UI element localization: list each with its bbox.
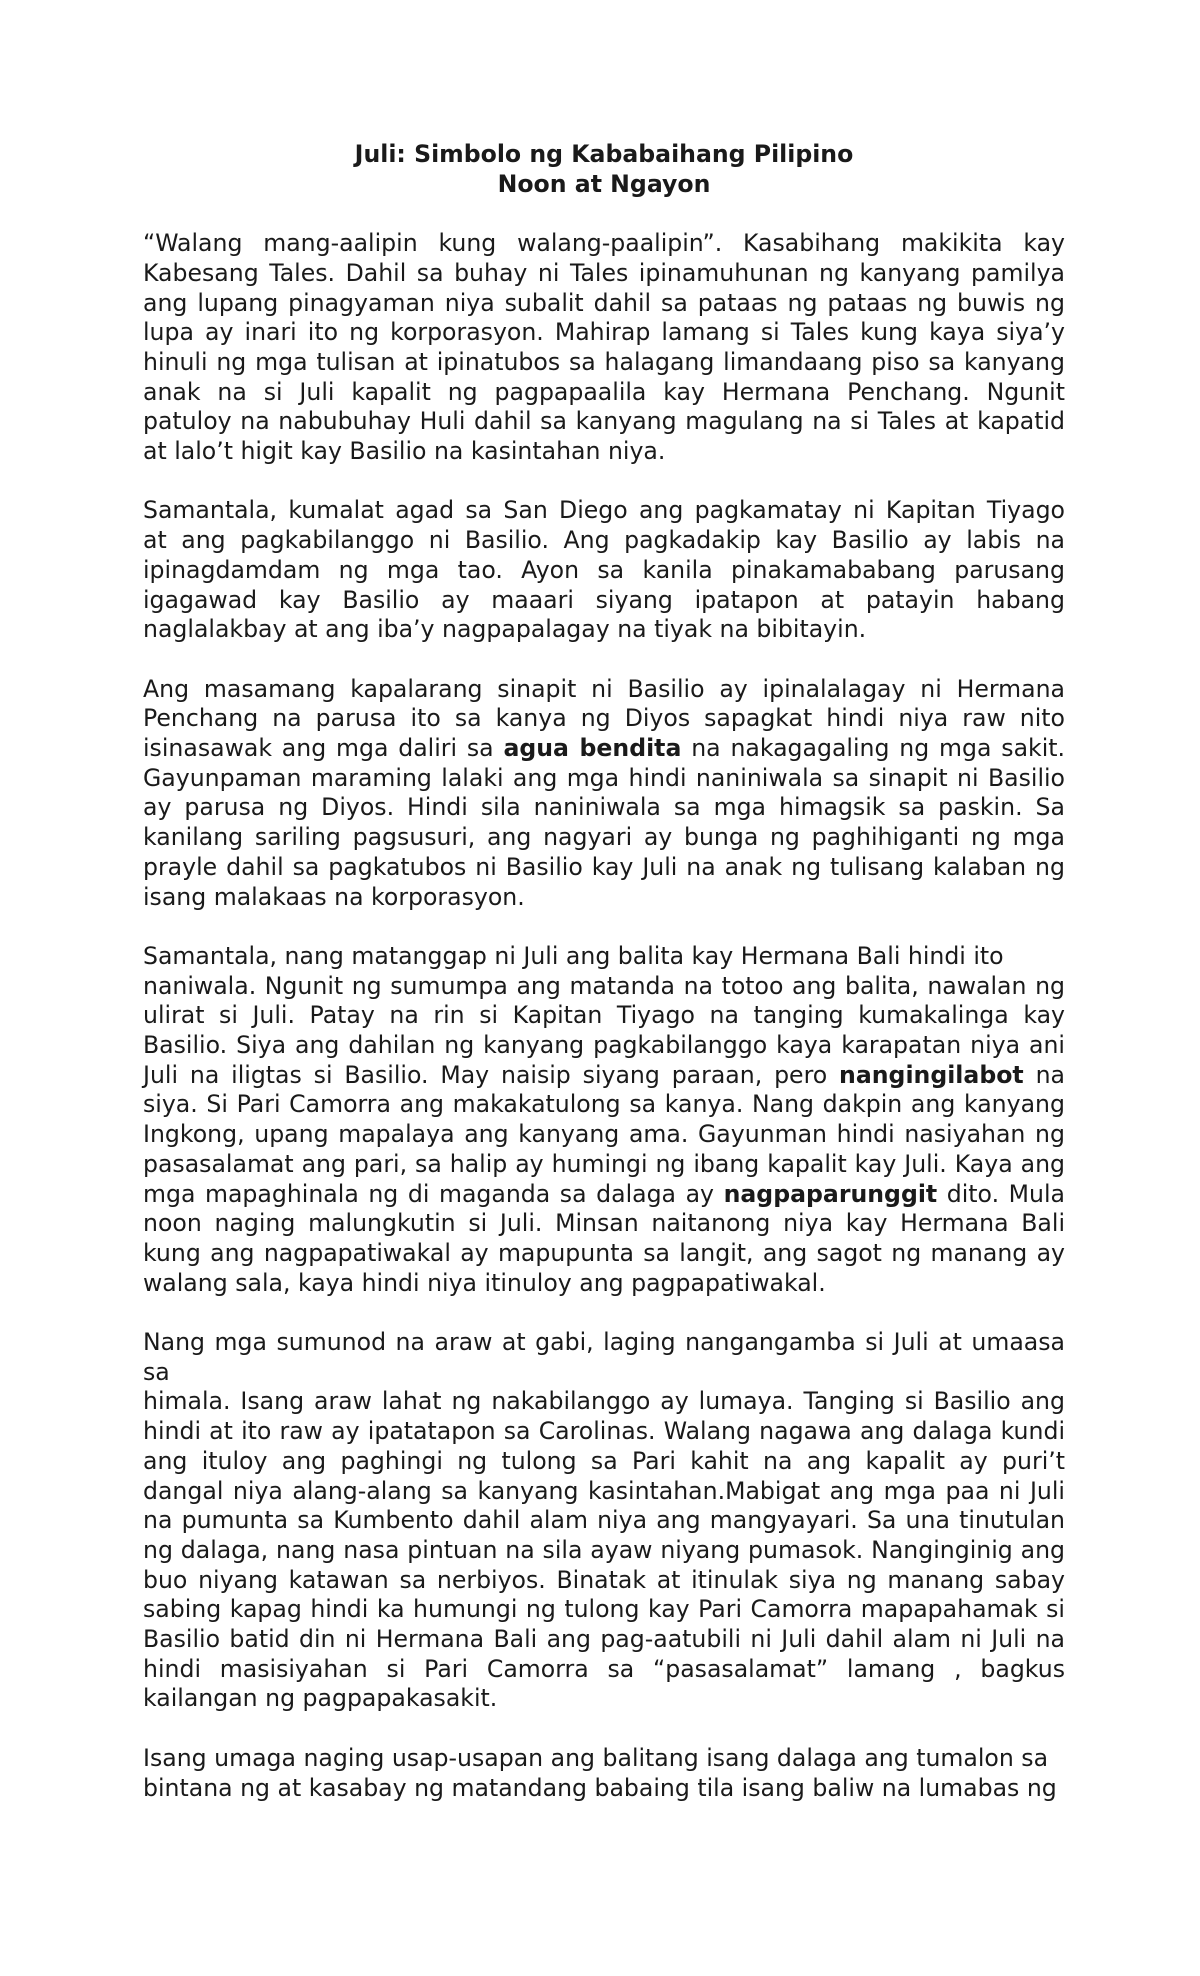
text-line: ipinagdamdam ng mga tao. Ayon sa kanila pinakamababang parusang xyxy=(143,555,1065,584)
text-line: hindi at ito raw ay ipatatapon sa Carolinas. Walang nagawa ang dalaga kundi xyxy=(143,1417,1065,1446)
text-line: ang lupang pinagyaman niya subalit dahil sa pataas ng pataas ng buwis ng xyxy=(143,288,1065,317)
text-line: sabing kapag hindi ka humungi ng tulong kay Pari Camorra mapapahamak si xyxy=(143,1595,1065,1624)
text-line: Samantala, kumalat agad sa San Diego ang pagkamatay ni Kapitan Tiyago xyxy=(143,496,1065,525)
text-line: Basilio batid din ni Hermana Bali ang pag-aatubili ni Juli dahil alam ni Juli na xyxy=(143,1625,1065,1654)
paragraph-5 xyxy=(143,1328,1065,1714)
text-line: naglalakbay at ang iba’y nagpapalagay na tiyak na bibitayin. xyxy=(143,615,867,644)
text-line: naniwala. Ngunit ng sumumpa ang matanda na totoo ang balita, nawalan ng xyxy=(143,971,1065,1000)
text-line: walang sala, kaya hindi niya itinuloy ang pagpapatiwakal. xyxy=(143,1268,826,1297)
text-line: bintana ng at kasabay ng matandang babaing tila isang baliw na lumabas ng xyxy=(143,1773,1057,1802)
text-line: isang malakaas na korporasyon. xyxy=(143,882,525,911)
text-line: Penchang na parusa ito sa kanya ng Diyos sapagkat hindi niya raw nito xyxy=(143,704,1065,733)
text-line: hindi masisiyahan si Pari Camorra sa “pasasalamat” lamang , bagkus xyxy=(143,1654,1065,1683)
text-line: Gayunpaman maraming lalaki ang mga hindi naniniwala sa sinapit ni Basilio xyxy=(143,763,1065,792)
bold-term: nagpaparunggit xyxy=(723,1179,938,1208)
text-line: sa xyxy=(143,1357,170,1386)
bold-term: nangingilabot xyxy=(839,1060,1024,1089)
document-title-line-2: Noon at Ngayon xyxy=(497,169,711,198)
text-line: Nang mga sumunod na araw at gabi, laging nangangamba si Juli at umaasa xyxy=(143,1328,1065,1357)
text-line: igagawad kay Basilio ay maaari siyang ipatapon at patayin habang xyxy=(143,585,1065,614)
text-line: pasasalamat ang pari, sa halip ay humingi ng ibang kapalit kay Juli. Kaya ang xyxy=(143,1149,1065,1178)
text-line: buo niyang katawan sa nerbiyos. Binatak at itinulak siya ng manang sabay xyxy=(143,1565,1065,1594)
text-segment: na nakagagaling ng mga sakit. xyxy=(681,734,1066,763)
text-line: anak na si Juli kapalit ng pagpapaalila kay Hermana Penchang. Ngunit xyxy=(143,377,1065,406)
paragraph-4 xyxy=(143,942,1065,1298)
text-line: ang ituloy ang paghingi ng tulong sa Pari kahit na ang kapalit ay puri’t xyxy=(143,1446,1065,1475)
text-line: at lalo’t higit kay Basilio na kasintahan niya. xyxy=(143,437,666,466)
text-line: siya. Si Pari Camorra ang makakatulong sa kanya. Nang dakpin ang kanyang xyxy=(143,1090,1065,1119)
text-line: kanilang sariling pagsusuri, ang nagyari ay bunga ng paghihiganti ng mga xyxy=(143,823,1065,852)
text-line: hinuli ng mga tulisan at ipinatubos sa halagang limandaang piso sa kanyang xyxy=(143,347,1065,376)
text-segment: dito. Mula xyxy=(937,1179,1065,1208)
text-segment: mga mapaghinala ng di maganda sa dalaga ay xyxy=(143,1179,724,1208)
text-line: ulirat si Juli. Patay na rin si Kapitan Tiyago na tanging kumakalinga kay xyxy=(143,1001,1065,1030)
text-line: na pumunta sa Kumbento dahil alam niya ang mangyayari. Sa una tinutulan xyxy=(143,1506,1065,1535)
text-line: ng dalaga, nang nasa pintuan na sila ayaw niyang pumasok. Nanginginig ang xyxy=(143,1535,1065,1564)
text-line: kailangan ng pagpapakasakit. xyxy=(143,1684,498,1713)
paragraph-1 xyxy=(143,229,1065,467)
text-line: ay parusa ng Diyos. Hindi sila naniniwala sa mga himagsik sa paskin. Sa xyxy=(143,793,1065,822)
text-line: noon naging malungkutin si Juli. Minsan naitanong niya kay Hermana Bali xyxy=(143,1209,1065,1238)
document-body xyxy=(143,140,1065,1833)
text-line: at ang pagkabilanggo ni Basilio. Ang pagkadakip kay Basilio ay labis na xyxy=(143,526,1065,555)
text-line: Isang umaga naging usap-usapan ang balitang isang dalaga ang tumalon sa xyxy=(143,1743,1049,1772)
text-line xyxy=(143,1061,1065,1091)
paragraph-3 xyxy=(143,675,1065,913)
text-line: dangal niya alang-alang sa kanyang kasintahan.Mabigat ang mga paa ni Juli xyxy=(143,1476,1065,1505)
text-segment: isinasawak ang mga daliri sa xyxy=(143,734,504,763)
text-line: Basilio. Siya ang dahilan ng kanyang pagkabilanggo kaya karapatan niya ani xyxy=(143,1031,1065,1060)
text-line: Ang masamang kapalarang sinapit ni Basilio ay ipinalalagay ni Hermana xyxy=(143,674,1065,703)
text-line: Ingkong, upang mapalaya ang kanyang ama. Gayunman hindi nasiyahan ng xyxy=(143,1120,1065,1149)
text-line: Kabesang Tales. Dahil sa buhay ni Tales ipinamuhunan ng kanyang pamilya xyxy=(143,258,1065,287)
text-line: “Walang mang-aalipin kung walang-paalipin”. Kasabihang makikita kay xyxy=(143,229,1065,258)
text-line: kung ang nagpapatiwakal ay mapupunta sa langit, ang sagot ng manang ay xyxy=(143,1238,1065,1267)
text-segment: na xyxy=(1023,1060,1065,1089)
paragraph-2 xyxy=(143,496,1065,645)
title-spacer xyxy=(143,199,1065,229)
text-line xyxy=(143,1180,1065,1210)
text-line: Samantala, nang matanggap ni Juli ang balita kay Hermana Bali hindi ito xyxy=(143,941,1004,970)
text-line: himala. Isang araw lahat ng nakabilanggo ay lumaya. Tanging si Basilio ang xyxy=(143,1387,1065,1416)
text-segment: Juli na iligtas si Basilio. May naisip siyang paraan, pero xyxy=(143,1060,840,1089)
paragraph-6 xyxy=(143,1744,1065,1803)
text-line: prayle dahil sa pagkatubos ni Basilio kay Juli na anak ng tulisang kalaban ng xyxy=(143,852,1065,881)
document-title-line-1: Juli: Simbolo ng Kababaihang Pilipino xyxy=(354,140,854,168)
text-line: patuloy na nabubuhay Huli dahil sa kanyang magulang na si Tales at kapatid xyxy=(143,407,1065,436)
text-line: lupa ay inari ito ng korporasyon. Mahirap lamang si Tales kung kaya siya’y xyxy=(143,318,1065,347)
bold-term: agua bendita xyxy=(503,734,682,763)
text-line xyxy=(143,734,1065,764)
